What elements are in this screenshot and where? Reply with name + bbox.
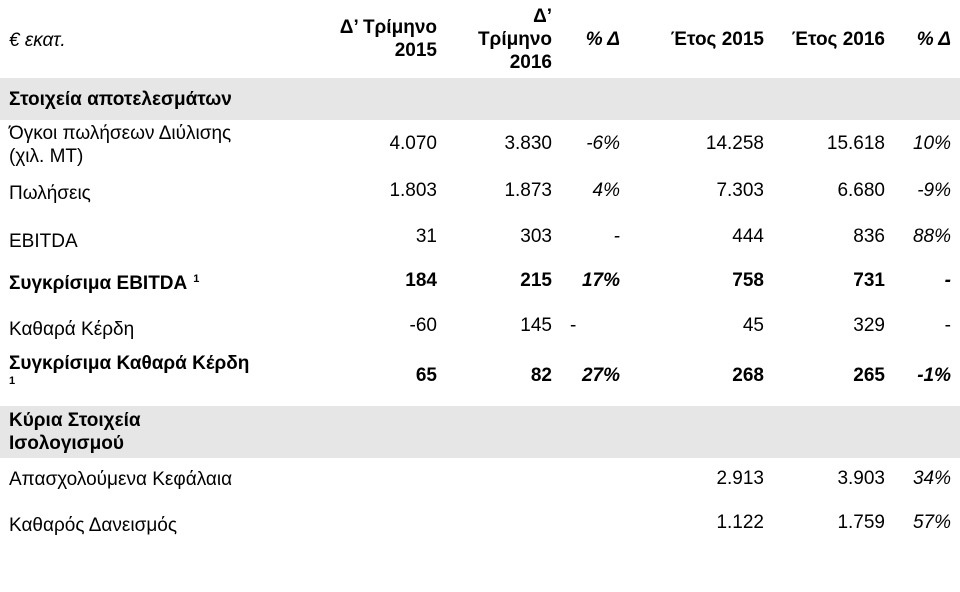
table-row xyxy=(0,176,960,216)
cell-year-2015: 14.258 xyxy=(705,133,764,154)
cell-q4-2016: 215 xyxy=(520,270,552,291)
cell-year-2015: 758 xyxy=(732,270,764,291)
cell-q4-2015: 65 xyxy=(415,365,437,386)
section-balance-title: Κύρια Στοιχεία Ισολογισμού xyxy=(9,410,141,454)
table-row xyxy=(0,264,960,310)
cell-pct-year: - xyxy=(944,315,951,336)
footnote-marker: 1 xyxy=(9,375,16,387)
table-row xyxy=(0,504,960,550)
row-label: Καθαρά Κέρδη xyxy=(9,319,135,340)
cell-pct-quarter: 27% xyxy=(581,365,620,386)
cell-year-2016: 731 xyxy=(853,270,885,291)
table-row xyxy=(0,352,960,406)
header-year-2015: Έτος 2015 xyxy=(670,29,764,50)
cell-q4-2015: 4.070 xyxy=(389,133,437,154)
cell-pct-year: -1% xyxy=(917,365,951,386)
cell-pct-year: -9% xyxy=(917,180,951,201)
section-balance xyxy=(0,406,960,458)
cell-year-2015: 2.913 xyxy=(716,468,764,489)
row-label: EBITDA xyxy=(9,231,78,252)
cell-year-2016: 6.680 xyxy=(837,180,885,201)
cell-pct-year: 34% xyxy=(912,468,951,489)
section-results xyxy=(0,78,960,120)
cell-year-2015: 45 xyxy=(742,315,764,336)
cell-pct-quarter: 4% xyxy=(592,180,620,201)
cell-pct-quarter: - xyxy=(570,315,577,336)
header-q4-2015: Δ’ Τρίμηνο 2015 xyxy=(339,17,437,61)
cell-year-2015: 1.122 xyxy=(716,512,764,533)
cell-year-2015: 7.303 xyxy=(716,180,764,201)
cell-q4-2015: 1.803 xyxy=(389,180,437,201)
cell-year-2016: 15.618 xyxy=(826,133,885,154)
header-pct-year: % Δ xyxy=(916,29,951,50)
header-year-2016: Έτος 2016 xyxy=(791,29,885,50)
cell-year-2015: 444 xyxy=(732,226,764,247)
cell-pct-year: 88% xyxy=(912,226,951,247)
cell-year-2016: 265 xyxy=(853,365,885,386)
table-row xyxy=(0,120,960,176)
table-row xyxy=(0,310,960,352)
row-label: Πωλήσεις xyxy=(9,183,91,204)
row-label: Καθαρός Δανεισμός xyxy=(9,515,178,536)
row-label: Συγκρίσιμα EBITDA $^1$ xyxy=(9,273,200,294)
cell-q4-2016: 1.873 xyxy=(504,180,552,201)
table-row xyxy=(0,216,960,264)
cell-pct-year: - xyxy=(944,270,951,291)
cell-q4-2015: 184 xyxy=(405,270,437,291)
cell-q4-2016: 3.830 xyxy=(504,133,552,154)
header-q4-2016: Δ’ Τρίμηνο 2016 xyxy=(477,6,552,73)
cell-q4-2016: 145 xyxy=(520,315,552,336)
row-label: Απασχολούμενα Κεφάλαια xyxy=(9,469,233,490)
cell-q4-2015: 31 xyxy=(415,226,437,247)
cell-pct-year: 10% xyxy=(912,133,951,154)
section-results-title: Στοιχεία αποτελεσμάτων xyxy=(9,89,232,110)
cell-pct-year: 57% xyxy=(912,512,951,533)
cell-pct-quarter: 17% xyxy=(581,270,620,291)
header-pct-quarter: % Δ xyxy=(585,29,620,50)
cell-year-2016: 836 xyxy=(853,226,885,247)
cell-year-2016: 3.903 xyxy=(837,468,885,489)
cell-q4-2015: -60 xyxy=(409,315,437,336)
cell-year-2015: 268 xyxy=(732,365,764,386)
footnote-marker: 1 xyxy=(193,273,200,285)
row-label: Συγκρίσιμα Καθαρά Κέρδη 1 xyxy=(9,353,250,387)
table-row xyxy=(0,458,960,504)
unit-label: € εκατ. xyxy=(9,30,66,51)
cell-pct-quarter: - xyxy=(613,226,620,247)
table-header-row xyxy=(0,0,960,78)
cell-year-2016: 1.759 xyxy=(837,512,885,533)
cell-year-2016: 329 xyxy=(853,315,885,336)
row-label: Όγκοι πωλήσεων Διύλισης (χιλ. ΜΤ) xyxy=(9,123,232,167)
cell-q4-2016: 303 xyxy=(520,226,552,247)
cell-q4-2016: 82 xyxy=(530,365,552,386)
cell-pct-quarter: -6% xyxy=(586,133,620,154)
